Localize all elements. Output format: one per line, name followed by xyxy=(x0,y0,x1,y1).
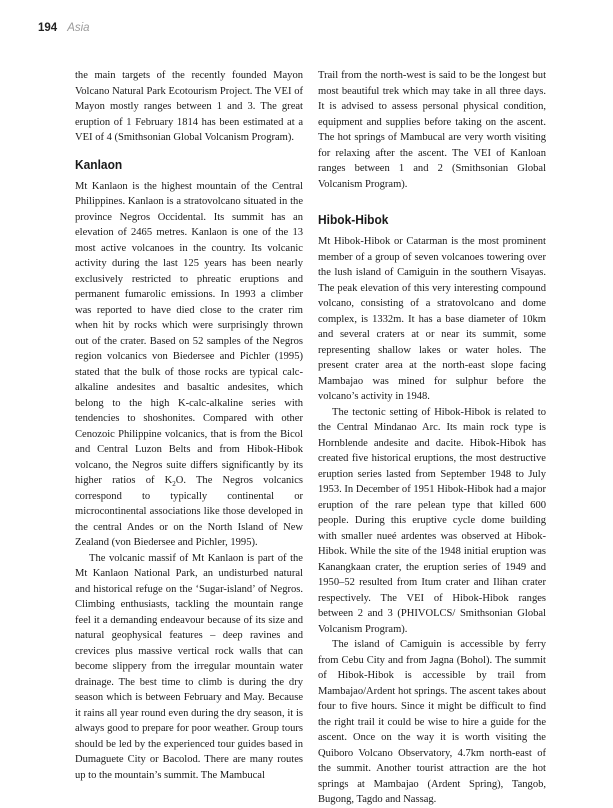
hibok-paragraph-2: The tectonic setting of Hibok-Hibok is related to the Central Mindanao Arc. Its main rock type is Hornblende andesite and dacite. Hibok-Hibok has created five historical eruptions, the most destructive eruption series lasted from September 1948 to July 1953. In December of 1951 Hibok-Hibok had a major eruption of the rare pelean type that killed 600 people. During this eruptive cycle dome building with smaller nueé ardentes was observed at Hibok-Hibok. While the site of the 1948 initial eruption was Kanangkaan crater, the eruption series of 1949 and 1950–52 resulted from Itum crater and Ilihan crater respectively. The VEI of Hibok-Hibok ranges between 2 and 3 (PHIVOLCS/ Smithsonian Global Volcanism Program). xyxy=(318,406,546,635)
page-number: 194 xyxy=(38,22,58,34)
mayon-continuation-paragraph: the main targets of the recently founded Mayon Volcano Natural Park Ecotourism Project. The VEI of Mayon mostly ranges between 1 and 3. The great eruption of 1 February 1814 has been estimated at a VEI of 4 (Smithsonian Global Volcanism Program). xyxy=(75,70,303,143)
hibok-paragraph-1: Mt Hibok-Hibok or Catarman is the most prominent member of a group of seven volcanoes towering over the lush island of Camiguin in the southern Visayas. The peak elevation of this very interesting compound volcano, consisting of a stratovolcano and dome complex, is 1332m. It has a base diameter of 10km and several craters at or near its summit, some representing shallow lakes or water holes. The present crater area at the north-east slope facing Mambajao was mined for sulphur before the volcano’s activity in 1948. xyxy=(318,236,546,402)
page-header xyxy=(38,22,90,34)
kanlaon-paragraph-2: The volcanic massif of Mt Kanlaon is part of the Mt Kanlaon National Park, an undisturbed natural and historical refuge on the ‘Sugar-island’ of Negros. Climbing enthusiasts, tackling the mountain range feel it a demanding endeavour because of its size and natural geophysical features – deep ravines and crevices plus massive vertical rock walls that can become slippery from the irregular mountain water drainage. The best time to climb is during the dry season which is between February and May. Because it rains all year round even during the dry season, it is always good to prepare for poor weather. Group tours should be led by the experienced tour guides based in Dumaguete City or Bacolod. There are many routes up to the mountain’s summit. The Mambucal xyxy=(75,552,303,781)
kanlaon-continuation-paragraph: Trail from the north-west is said to be the longest but most beautiful trek which may take in all three days. It is advised to assess personal physical condition, equipment and supplies before taking on the ascent. The hot springs of Mambucal are very worth visiting for relaxing after the ascent. The VEI of Kanloan ranges between 1 and 2 (Smithsonian Global Volcanism Program). xyxy=(318,70,546,190)
hibok-hibok-heading: Hibok-Hibok xyxy=(318,212,389,227)
running-head: Asia xyxy=(67,22,90,34)
right-column xyxy=(318,68,546,808)
kanlaon-paragraph-1 xyxy=(75,179,303,551)
hibok-paragraph-3: The island of Camiguin is accessible by ferry from Cebu City and from Jagna (Bohol). The summit of Hibok-Hibok is accessible by trail from Mambajao/Ardent hot springs. The ascent takes about four to five hours. Since it might be difficult to find the right trail it could be wise to hire a guide for the ascent. Once on the way it is worth visiting the Quiboro Volcano Observatory, 4.7km north-east of the summit. Another tourist attraction are the hot springs at Mambajao (Ardent Spring), Tangob, Bugong, Tagdo and Nassag. xyxy=(318,639,546,805)
kanlaon-p1-text-a: Mt Kanlaon is the highest mountain of the Central Philippines. Kanlaon is a stratovolcano situated in the province Negros Occidental. Its summit has an elevation of 2465 metres. Kanlaon is one of the 13 most active volcanoes in the country. Its volcanic activity during the last 125 years has been nearly exclusively restricted to phreatic eruptions and permanent fumarolic emissions. In 1993 a climber was reported to have died close to the crater rim when hit by rocks which were surprisingly thrown out of the crater. Based on 52 samples of the Negros region volcanics von Biedersee and Pichler (1995) stated that the bulk of those rocks are typical calc-alkaline andesites and basaltic andesites, which belong to the high K-calc-alkaline series with tendencies to shoshonites. Compared with other Cenozoic Philippine volcanics, that is from the Bicol and Central Luzon Belts and from Hibok-Hibok volcano, the Negros suite differs significantly by its higher ratios of K xyxy=(75,180,303,486)
left-column xyxy=(75,68,303,783)
k2o-subscript: 2 xyxy=(172,480,176,489)
kanlaon-p1-text-b: O. The Negros volcanics correspond to typically continental or microcontinental associations like those developed in the central Andes or on the North Island of New Zealand (von Biedersee and Pichler, 1995). xyxy=(75,475,303,548)
kanlaon-heading: Kanlaon xyxy=(75,156,123,172)
